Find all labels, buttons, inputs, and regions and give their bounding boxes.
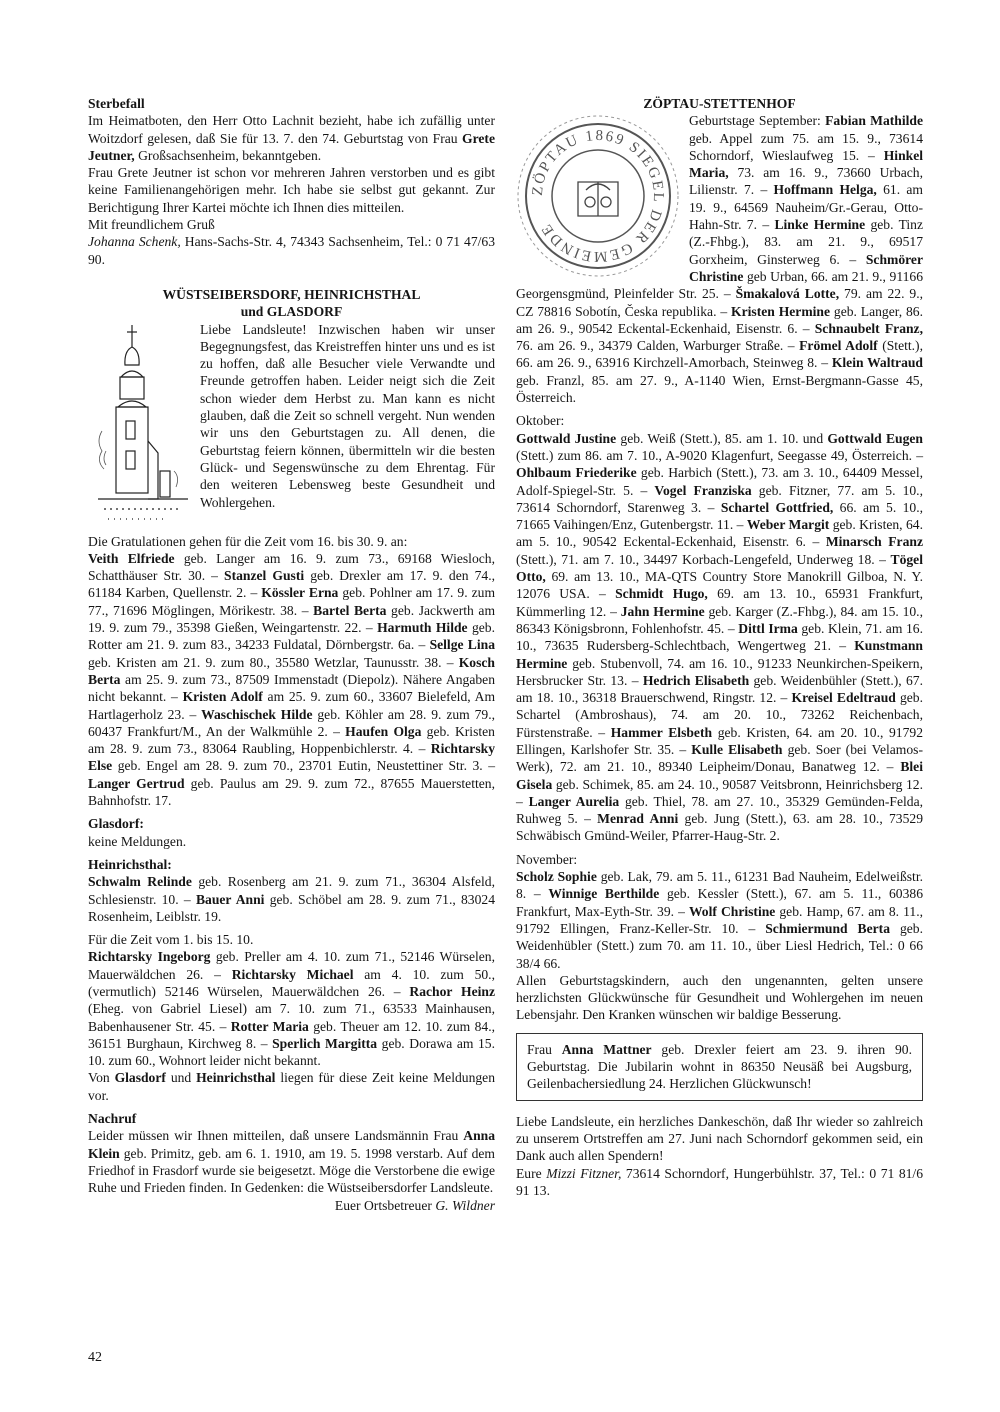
signature: Johanna Schenk, Hans-Sachs-Str. 4, 74343 Sachsenheim, Tel.: 0 71 47/63 90. [88,234,495,267]
sterbefall-section [88,95,495,268]
church-illustration [88,321,196,533]
nachruf-section [88,1110,495,1214]
seal-text: ZÖPTAU 1869 SIEGEL DER GEMEINDE [529,128,667,265]
municipal-seal-icon [516,112,681,280]
right-column [516,95,923,1199]
right-signature: Eure Mizzi Fitzner, 73614 Schorndorf, Hungerbühlstr. 37, Tel.: 0 71 81/6 91 13. [516,1165,923,1198]
sept-intro: Geburtstage September: Fabian Mathilde geb. Appel zum 75. am 15. 9., 73614 Schorndorf, Wieslaufweg 15. – Hinkel Maria, 73. am 16. 9., 73660 Urbach, Lilienstr. 7. – Hoffmann Helga, 61. am 19. 9., 64569 Nauheim/Gr.-Gerau, Otto-Hahn-Str. 7. – Linke Hermine geb. Tinz (Z.-Fhbg.), 83. am 21. 9., 69517 Gorxheim, Ginsterweg 6. – Schmörer Christine geb Urban, 66. am 21. 9., 91166 Georgensgmünd, Pleinfelder Str. 25. – Šmakalová Lotte, 79. am 22. 9., CZ 78816 Sobotín, Česka republika. – Kristen Hermine geb. Langer, 86. am 26. 9., 90542 Eckental-Eckenhaid, Eisenstr. 6. – Schnaubelt Franz, 76. am 26. 9., 34379 Calden, Warburger Straße. – Frömel Adolf (Stett.), 66. am 26. 9., 63916 Kirchzell-Amorbach, Steinweg 8. – Klein Waltraud geb. Franzl, 85. am 27. 9., A-1140 Wien, Ernst-Bergmann-Gasse 45, Österreich. [516,113,924,406]
left-column [88,95,495,1214]
page-number: 42 [88,1350,102,1365]
wuest-heading-2: und GLASDORF [240,304,343,320]
glasdorf-text: keine Meldungen. [88,833,187,849]
zoeptau-heading: ZÖPTAU-STETTENHOF [643,96,796,111]
heinrichsthal-entries-2: Richtarsky Ingeborg geb. Preller am 4. 10. zum 71., 52146 Würselen, Mauerwäldchen 26. – Richtarsky Michael am 4. 10. zum 50., (vermutlich) 52146 Würselen, Mauerwäldchen 26. – Rachor Heinz (Eheg. von Gabriel Liesel) am 7. 10. zum 71., 63533 Mainhausen, Babenhausener Str. 45. – Rotter Maria geb. Theuer am 12. 10. zum 84., 36151 Burghaun, Kirchweg 8. – Sperlich Margitta geb. Dorawa am 15. 10. zum 60., Wohnort leider nicht bekannt. [88,949,496,1069]
nachruf-heading: Nachruf [88,1111,137,1127]
wuest-heading-1: WÜSTSEIBERSDORF, HEINRICHSTHAL [162,286,421,302]
nachruf-signature: Euer Ortsbetreuer G. Wildner [334,1197,495,1213]
oktober-birthdays: Gottwald Justine geb. Weiß (Stett.), 85. am 1. 10. und Gottwald Eugen (Stett.) zum 86. am 7. 10., A-9020 Klagenfurt, Seegasse 49, Österreich. – Ohlbaum Friederike geb. Harbich (Stett.), 73. am 3. 10., 64409 Messel, Adolf-Spiegel-Str. 5. – Vogel Franziska geb. Fitzner, 77. am 5. 10., 73614 Schorndorf, Starenweg 3. – Schartel Gottfried, 66. am 5. 10., 71665 Vaihingen/Enz, Gutenbergstr. 11. – Weber Margit geb. Kristen, 64. am 5. 10., 90542 Eckental-Eckenhaid, Eisenstr. 6. – Minarsch Franz (Stett.), 71. am 7. 10., 34497 Korbach-Lengefeld, Underweg 18. – Tögel Otto, 69. am 13. 10., MA-QTS Country Store Manokrill Gilboa, N. Y. 12076 USA. – Schmidt Hugo, 69. am 13. 10., 65931 Frankfurt, Kümmerling 12. – Jahn Hermine geb. Karger (Z.-Fhbg.), 84. am 15. 10., 86343 Königsbronn, Fohlenhofstr. 45. – Dittl Irma geb. Klein, 71. am 16. 10., 73635 Rudersberg-Schlechtbach, Wengertweg 21. – Kunstmann Hermine geb. Stubenvoll, 74. am 16. 10., 91233 Neunkirchen-Speikern, Hersbrucker Str. 13. – Hedrich Elisabeth geb. Weidenbühler (Stett.), 67. am 18. 10., 36318 Brauerschwend, Ringstr. 12. – Kreisel Edeltraud geb. Schartel (Ambroshaus), 74. am 20. 10., 73262 Reichenbach, Fürstenstraße. – Hammer Elsbeth geb. Kristen, 64. am 20. 10., 91792 Ellingen, Karlshofer Str. 35. – Kulle Elisabeth geb. Soer (bei Velamos-Werk), 72. am 21. 10., 89340 Leipheim/Donau, Banatweg 12. – Blei Gisela geb. Schimek, 85. am 24. 10., 90587 Veitsbronn, Heinrichsberg 12. – Langer Aurelia geb. Thiel, 78. am 27. 10., 35329 Gemünden-Felda, Ruhweg 5. – Menrad Anni geb. Jung (Stett.), 63. am 28. 10., 73529 Schwäbisch Gmünd-Weiler, Pfarrer-Haug-Str. 2. [516,430,924,844]
glasdorf-heading: Glasdorf: [88,816,144,832]
wuestseibersdorf-section [88,286,495,809]
period-2: Für die Zeit vom 1. bis 15. 10. [88,932,254,948]
sterbefall-body3: Frau Grete Jeutner ist schon vor mehreren Jahren verstorben und es gibt keine Familienangehörigen mehr. Ich habe sie selbst gut gekannt. Zur Berichtigung Ihrer Kartei möchte ich Ihnen dies mitteilen. [88,165,495,215]
jubilee-text: Frau Anna Mattner geb. Drexler feiert am 23. 9. ihren 90. Geburtstag. Die Jubilarin wohnt in 86350 Neusäß bei Augsburg, Geilenbachersiedlung 24. Herzlichen Glückwunsch! [527,1041,912,1092]
sterbefall-body: Im Heimatboten, den Herr Otto Lachnit bezieht, habe ich zufällig unter Woitzdorf gelesen, daß Sie für 13. 7. den 74. Geburtstag von Frau Grete Jeutner, Großsachsenheim, bekanntgeben. [88,113,495,163]
jubilee-box [516,1033,923,1101]
thanks-text: Liebe Landsleute, ein herzliches Dankeschön, daß Ihr wieder so zahlreich zu unserem Ortstreffen am 27. Juni nach Schorndorf gekommen seid, ein Dank auch allen Spendern! [516,1113,923,1164]
heinrichsthal-heading: Heinrichsthal: [88,856,172,872]
wuest-intro: Liebe Landsleute! Inzwischen haben wir unser Begegnungsfest, das Kreistreffen hinter uns und es ist zu hoffen, daß alle Besucher viele Verwandte und Freunde getroffen haben. Leider neigt sich die Zeit schon wieder dem Herbst zu. Man kann es nicht glauben, daß die Zeit so schnell vergeht. Nun wenden wir uns den Geburtstagen zu. All denen, die Geburtstag feiern können, übermitteln wir die besten Glück- und Segenswünsche zu dem Ehrentag. Für den weiteren Lebensweg beste Gesundheit und Wohlergehen. [200,321,495,510]
september-birthdays: Veith Elfriede geb. Langer am 16. 9. zum 73., 69168 Wiesloch, Schatthäuser Str. 30. – Stanzel Gusti geb. Drexler am 17. 9. den 74., 61184 Karben, Quellenstr. 2. – Kössler Erna geb. Pohlner am 17. 9. zum 77., 71696 Möglingen, Mörikestr. 38. – Bartel Berta geb. Jackwerth am 19. 9. zum 79., 35398 Gießen, Weingartenstr. 22. – Harmuth Hilde geb. Rotter am 21. 9. zum 83., 34233 Fuldatal, Dörnbergstr. 6a. – Sellge Lina geb. Kristen am 21. 9. zum 80., 35580 Wetzlar, Taunusstr. 38. – Kosch Berta am 25. 9. zum 73., 87509 Immenstadt (Diepolz). Nähere Angaben nicht bekannt. – Kristen Adolf am 25. 9. zum 60., 33607 Bielefeld, Am Hartlagerholz 23. – Waschischek Hilde geb. Köhler am 28. 9. zum 79., 60437 Frankfurt/M., An der Walkmühle 2. – Haufen Olga geb. Kristen am 28. 9. zum 73., 83064 Raubling, Hoppenbichlerstr. 4. – Richtarsky Else geb. Engel am 28. 9. zum 70., 23701 Eutin, Neustettiner Str. 3. – Langer Gertrud geb. Paulus am 29. 9. zum 72., 87655 Mauerstetten, Bahnhofstr. 17. [88,550,496,809]
glasdorf-section [88,815,495,850]
greeting: Mit freundlichem Gruß [88,217,215,233]
allen-text: Allen Geburtstagskindern, auch den ungenannten, gelten unsere herzlichsten Glückwünsche für Gesundheit und Wohlergehen im neuen Lebensjahr. Den Kranken wünschen wir baldige Besserung. [516,972,923,1023]
nachruf-body: Leider müssen wir Ihnen mitteilen, daß unsere Landsmännin Frau Anna Klein geb. Primitz, geb. am 6. 1. 1910, am 19. 5. 1998 verstarb. Auf dem Friedhof in Frasdorf wurde sie beigesetzt. Möge die Verstorbene die ewige Ruhe und Frieden finden. In Gedenken: die Wüstseibersdorfer Landsleute. [88,1128,495,1196]
nov-label: November: [516,851,578,867]
heinrichsthal-section [88,856,495,1104]
sterbefall-heading: Sterbefall [88,96,145,111]
november-birthdays: Scholz Sophie geb. Lak, 79. am 5. 11., 61231 Bad Nauheim, Edelweißstr. 8. – Winnige Berthilde geb. Kessler (Stett.), 67. am 5. 11., 60386 Frankfurt, Max-Eyth-Str. 39. – Wolf Christine geb. Hamp, 67. am 8. 11., 91792 Ellingen, Franz-Keller-Str. 10. – Schmiermund Berta geb. Weidenhübler (Stett.) zum 70. am 11. 10., über Liesl Hedrich, Tel.: 0 66 38/4 66. [516,869,924,971]
heinrichsthal-closing: Von Glasdorf und Heinrichsthal liegen für diese Zeit keine Meldungen vor. [88,1070,496,1103]
grat-intro: Die Gratulationen gehen für die Zeit vom 16. bis 30. 9. an: [88,533,408,549]
heinrichsthal-entries: Schwalm Relinde geb. Rosenberg am 21. 9. zum 71., 36304 Alsfeld, Schlesienstr. 10. – Bauer Anni geb. Schöbel am 28. 9. zum 71., 83024 Rosenheim, Leiblstr. 19. [88,874,495,924]
okt-label: Oktober: [516,413,565,429]
